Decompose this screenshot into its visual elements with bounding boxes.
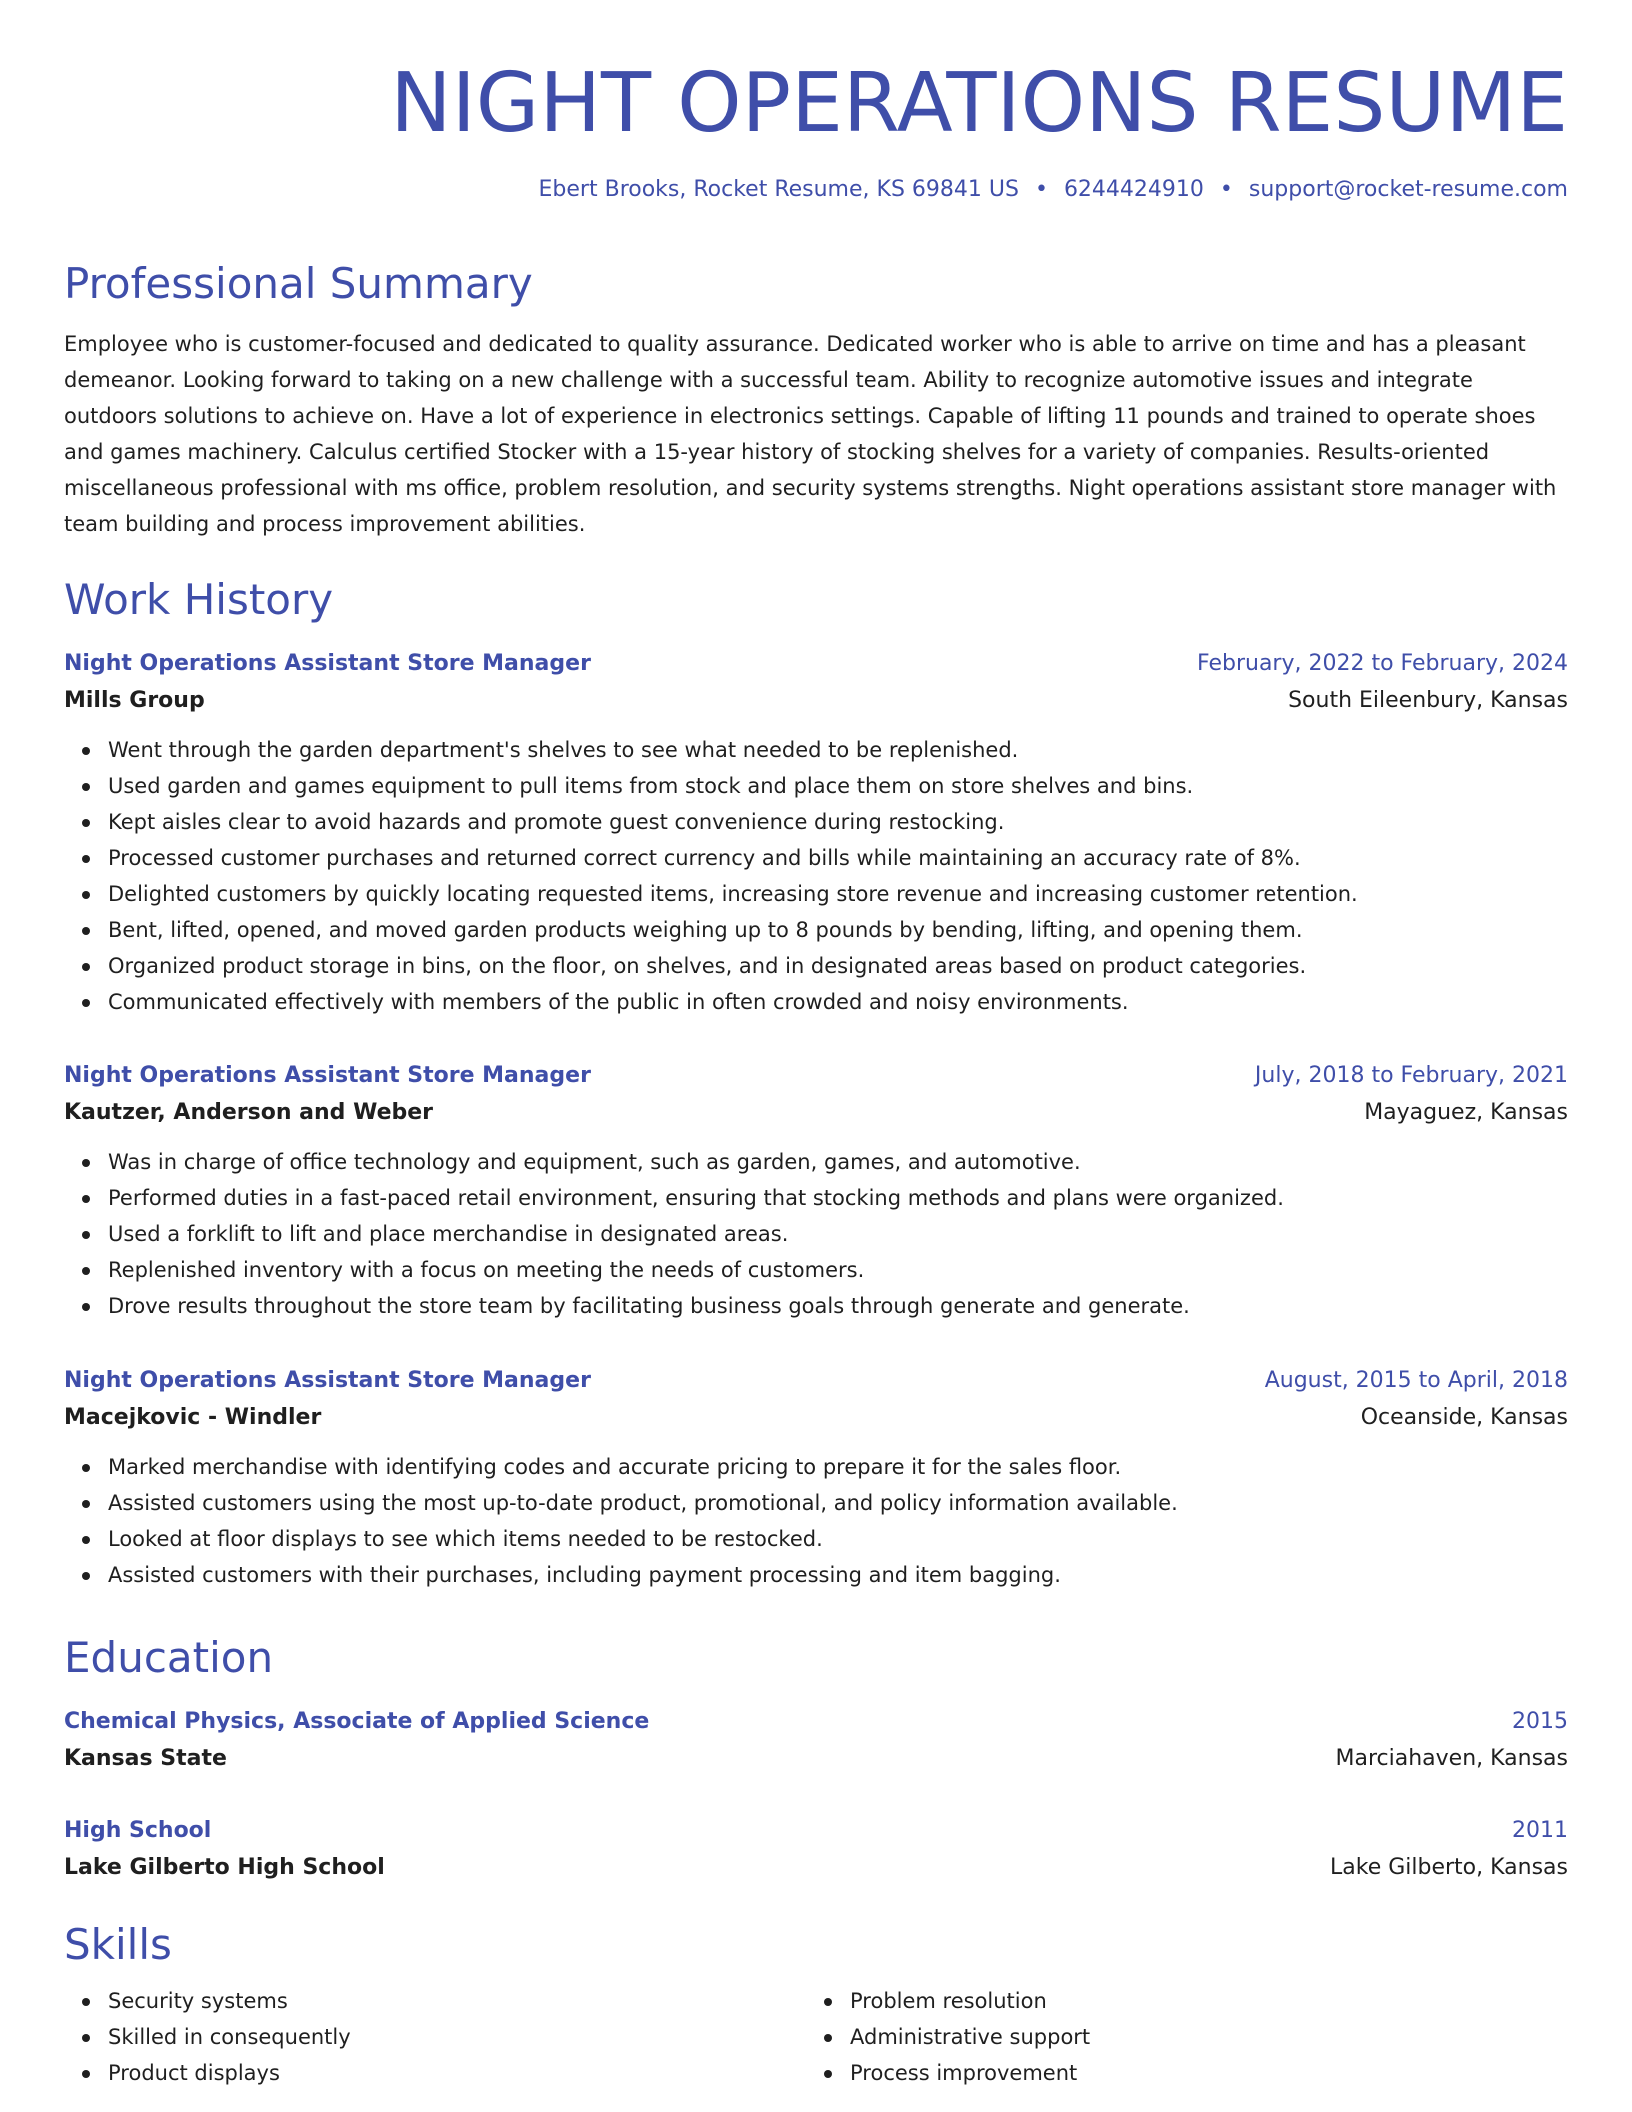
job-bullet: Delighted customers by quickly locating requested items, increasing store revenue and increasing customer retention. [108, 876, 1568, 912]
skill-item: Problem resolution [850, 1983, 1548, 2019]
job-bullet: Drove results throughout the store team by facilitating business goals through generate and generate. [108, 1288, 1568, 1324]
education-year: 2015 [1512, 1709, 1568, 1734]
job-bullet: Bent, lifted, opened, and moved garden products weighing up to 8 pounds by bending, lifting, and opening them. [108, 912, 1568, 948]
summary-text: Employee who is customer-focused and dedicated to quality assurance. Dedicated worker who is able to arrive on time and has a pleasant demeanor. Looking forward to taking on a new challenge with a successful team. Ability to recognize automotive issues and integrate outdoors solutions to achieve on. Have a lot of experience in electronics settings. Capable of lifting 11 pounds and trained to operate shoes and games machinery. Calculus certified Stocker with a 15-year history of stocking shelves for a variety of companies. Results-oriented miscellaneous professional with ms office, problem resolution, and security systems strengths. Night operations assistant store manager with team building and process improvement abilities. [64, 332, 1557, 536]
job-bullet: Kept aisles clear to avoid hazards and promote guest convenience during restocking. [108, 804, 1568, 840]
job-company: Kautzer, Anderson and Weber [64, 1100, 434, 1125]
job-entry [64, 1058, 1568, 1324]
education-school: Lake Gilberto High School [64, 1855, 385, 1880]
job-title: Night Operations Assistant Store Manager [64, 651, 591, 676]
job-bullet: Performed duties in a fast-paced retail environment, ensuring that stocking methods and plans were organized. [108, 1180, 1568, 1216]
contact-phone: 6244424910 [1063, 177, 1204, 202]
job-bullet: Communicated effectively with members of the public in often crowded and noisy environments. [108, 984, 1568, 1020]
summary-section [64, 258, 1568, 542]
job-title: Night Operations Assistant Store Manager [64, 1063, 591, 1088]
job-bullet: Marked merchandise with identifying codes and accurate pricing to prepare it for the sales floor. [108, 1449, 1568, 1485]
job-bullet: Went through the garden department's shelves to see what needed to be replenished. [108, 732, 1568, 768]
contact-separator: • [1034, 177, 1048, 202]
education-school: Kansas State [64, 1746, 227, 1771]
job-bullet: Looked at floor displays to see which items needed to be restocked. [108, 1521, 1568, 1557]
summary-heading: Professional Summary [64, 259, 533, 308]
job-bullet: Replenished inventory with a focus on meeting the needs of customers. [108, 1252, 1568, 1288]
education-heading: Education [64, 1633, 274, 1682]
job-bullet: Processed customer purchases and returned correct currency and bills while maintaining an accuracy rate of 8%. [108, 840, 1568, 876]
job-bullet-list [64, 1144, 1568, 1324]
job-bullet: Organized product storage in bins, on the floor, on shelves, and in designated areas based on product categories. [108, 948, 1568, 984]
contact-separator: • [1219, 177, 1233, 202]
skill-item: Process improvement [850, 2055, 1548, 2091]
resume-title: NIGHT OPERATIONS RESUME [390, 56, 1568, 151]
job-bullet: Used garden and games equipment to pull items from stock and place them on store shelves and bins. [108, 768, 1568, 804]
job-bullet: Used a forklift to lift and place merchandise in designated areas. [108, 1216, 1568, 1252]
education-location: Lake Gilberto, Kansas [1330, 1855, 1568, 1880]
job-company: Macejkovic - Windler [64, 1405, 322, 1430]
skills-list [64, 1983, 806, 2091]
skill-item: Skilled in consequently [108, 2019, 806, 2055]
education-degree: High School [64, 1818, 212, 1843]
skills-columns [64, 1983, 1568, 2091]
job-bullet: Assisted customers with their purchases, including payment processing and item bagging. [108, 1557, 1568, 1593]
work-history-section [64, 574, 1568, 626]
contact-address: Ebert Brooks, Rocket Resume, KS 69841 US [538, 177, 1019, 202]
education-entry [64, 1813, 1568, 1887]
job-location: South Eileenbury, Kansas [1288, 688, 1568, 713]
contact-email[interactable]: support@rocket-resume.com [1248, 177, 1568, 202]
job-bullet: Assisted customers using the most up-to-date product, promotional, and policy information available. [108, 1485, 1568, 1521]
job-bullet-list [64, 732, 1568, 1020]
skill-item: Administrative support [850, 2019, 1548, 2055]
education-location: Marciahaven, Kansas [1335, 1746, 1568, 1771]
job-entry [64, 1363, 1568, 1593]
skills-list [806, 1983, 1548, 2091]
skills-heading: Skills [64, 1920, 172, 1969]
education-entry [64, 1704, 1568, 1778]
resume-header [64, 0, 1568, 204]
skills-section [64, 1919, 1568, 2091]
job-bullet: Was in charge of office technology and equipment, such as garden, games, and automotive. [108, 1144, 1568, 1180]
contact-line [64, 176, 1568, 204]
job-location: Mayaguez, Kansas [1364, 1100, 1568, 1125]
skill-item: Product displays [108, 2055, 806, 2091]
resume-page [64, 0, 1568, 2085]
skills-column-left [64, 1983, 806, 2091]
education-year: 2011 [1512, 1818, 1568, 1843]
education-degree: Chemical Physics, Associate of Applied Science [64, 1709, 650, 1734]
job-bullet-list [64, 1449, 1568, 1593]
job-company: Mills Group [64, 688, 205, 713]
skills-column-right [806, 1983, 1548, 2091]
job-dates: July, 2018 to February, 2021 [1254, 1063, 1568, 1088]
education-section [64, 1632, 1568, 1684]
job-location: Oceanside, Kansas [1360, 1405, 1568, 1430]
job-dates: February, 2022 to February, 2024 [1197, 651, 1568, 676]
job-dates: August, 2015 to April, 2018 [1264, 1368, 1568, 1393]
skill-item: Security systems [108, 1983, 806, 2019]
job-title: Night Operations Assistant Store Manager [64, 1368, 591, 1393]
job-entry [64, 646, 1568, 1020]
work-history-heading: Work History [64, 575, 334, 624]
